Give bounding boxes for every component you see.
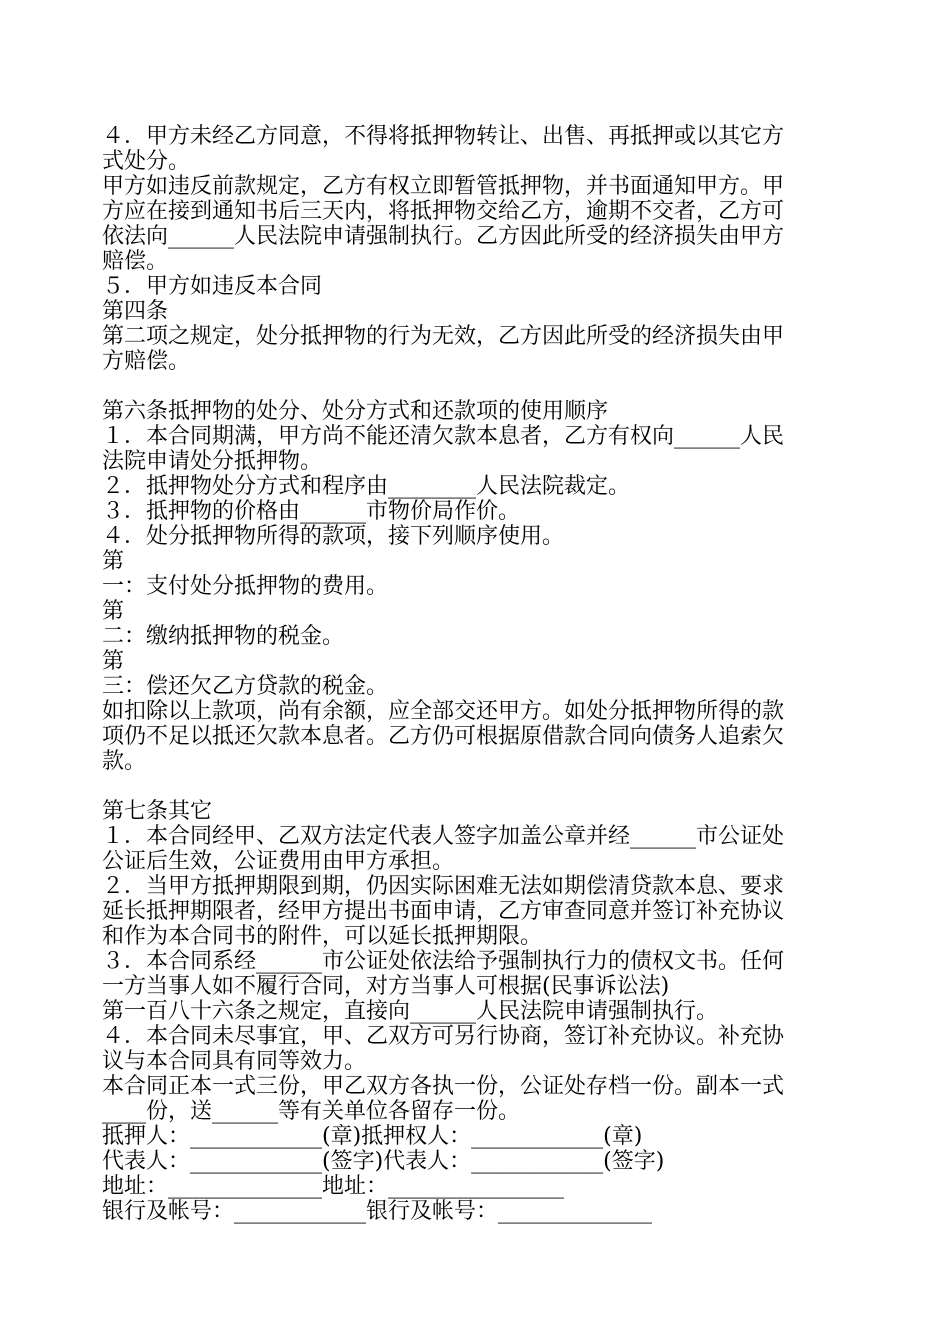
text-line: ４．处分抵押物所得的款项，接下列顺序使用。	[102, 524, 565, 549]
text-line: 赔偿。	[102, 249, 169, 274]
text-line: 一方当事人如不履行合同，对方当事人可根据(民事诉讼法)	[102, 974, 670, 999]
text-line: 依法向______人民法院申请强制执行。乙方因此所受的经济损失由甲方	[102, 224, 785, 249]
text-line: 第一百八十六条之规定，直接向______人民法院申请强制执行。	[102, 999, 719, 1024]
text-line: ５．甲方如违反本合同	[102, 274, 323, 299]
text-line: ３．本合同系经______市公证处依法给予强制执行力的债权文书。任何	[102, 949, 785, 974]
text-line: 抵押人：____________(章)抵押权人：____________(章)	[102, 1124, 643, 1149]
text-line: 第四条	[102, 299, 169, 324]
text-line: 地址：______________地址：________________	[102, 1174, 565, 1199]
text-line: 代表人：____________(签字)代表人：____________(签字)	[102, 1149, 665, 1174]
text-line: 银行及帐号：____________银行及帐号：______________	[102, 1199, 653, 1224]
text-line: 第	[102, 649, 125, 674]
text-line: 式处分。	[102, 149, 191, 174]
text-line: 本合同正本一式三份，甲乙双方各执一份，公证处存档一份。副本一式	[102, 1074, 785, 1099]
text-line: 和作为本合同书的附件，可以延长抵押期限。	[102, 924, 543, 949]
text-line: １．本合同期满，甲方尚不能还清欠款本息者，乙方有权向______人民	[102, 424, 785, 449]
text-line: 议与本合同具有同等效力。	[102, 1049, 367, 1074]
contract-body	[102, 124, 852, 1224]
text-line: 第六条抵押物的处分、处分方式和还款项的使用顺序	[102, 399, 609, 424]
text-line: 甲方如违反前款规定，乙方有权立即暂管抵押物，并书面通知甲方。甲	[102, 174, 785, 199]
text-line: 第二项之规定，处分抵押物的行为无效，乙方因此所受的经济损失由甲	[102, 324, 785, 349]
text-line: ４．甲方未经乙方同意，不得将抵押物转让、出售、再抵押或以其它方	[102, 124, 785, 149]
text-line: 如扣除以上款项，尚有余额，应全部交还甲方。如处分抵押物所得的款	[102, 699, 785, 724]
text-line: 三：偿还欠乙方贷款的税金。	[102, 674, 389, 699]
text-line: 一：支付处分抵押物的费用。	[102, 574, 389, 599]
text-line: １．本合同经甲、乙双方法定代表人签字加盖公章并经______市公证处	[102, 824, 785, 849]
text-line: ２．抵押物处分方式和程序由________人民法院裁定。	[102, 474, 631, 499]
text-line: 方应在接到通知书后三天内，将抵押物交给乙方，逾期不交者，乙方可	[102, 199, 785, 224]
blank-line	[102, 374, 852, 399]
text-line: 二：缴纳抵押物的税金。	[102, 624, 345, 649]
blank-line	[102, 774, 852, 799]
text-line: 第	[102, 599, 125, 624]
text-line: ３．抵押物的价格由______市物价局作价。	[102, 499, 521, 524]
text-line: 第	[102, 549, 125, 574]
text-line: 方赔偿。	[102, 349, 191, 374]
text-line: 公证后生效，公证费用由甲方承担。	[102, 849, 455, 874]
text-line: 延长抵押期限者，经甲方提出书面申请，乙方审查同意并签订补充协议	[102, 899, 785, 924]
text-line: 项仍不足以抵还欠款本息者。乙方仍可根据原借款合同向债务人追索欠	[102, 724, 785, 749]
text-line: ４．本合同未尽事宜，甲、乙双方可另行协商，签订补充协议。补充协	[102, 1024, 785, 1049]
text-line: 法院申请处分抵押物。	[102, 449, 323, 474]
text-line: ____份，送______等有关单位各留存一份。	[102, 1099, 521, 1124]
text-line: ２．当甲方抵押期限到期，仍因实际困难无法如期偿清贷款本息、要求	[102, 874, 785, 899]
text-line: 第七条其它	[102, 799, 213, 824]
text-line: 款。	[102, 749, 147, 774]
